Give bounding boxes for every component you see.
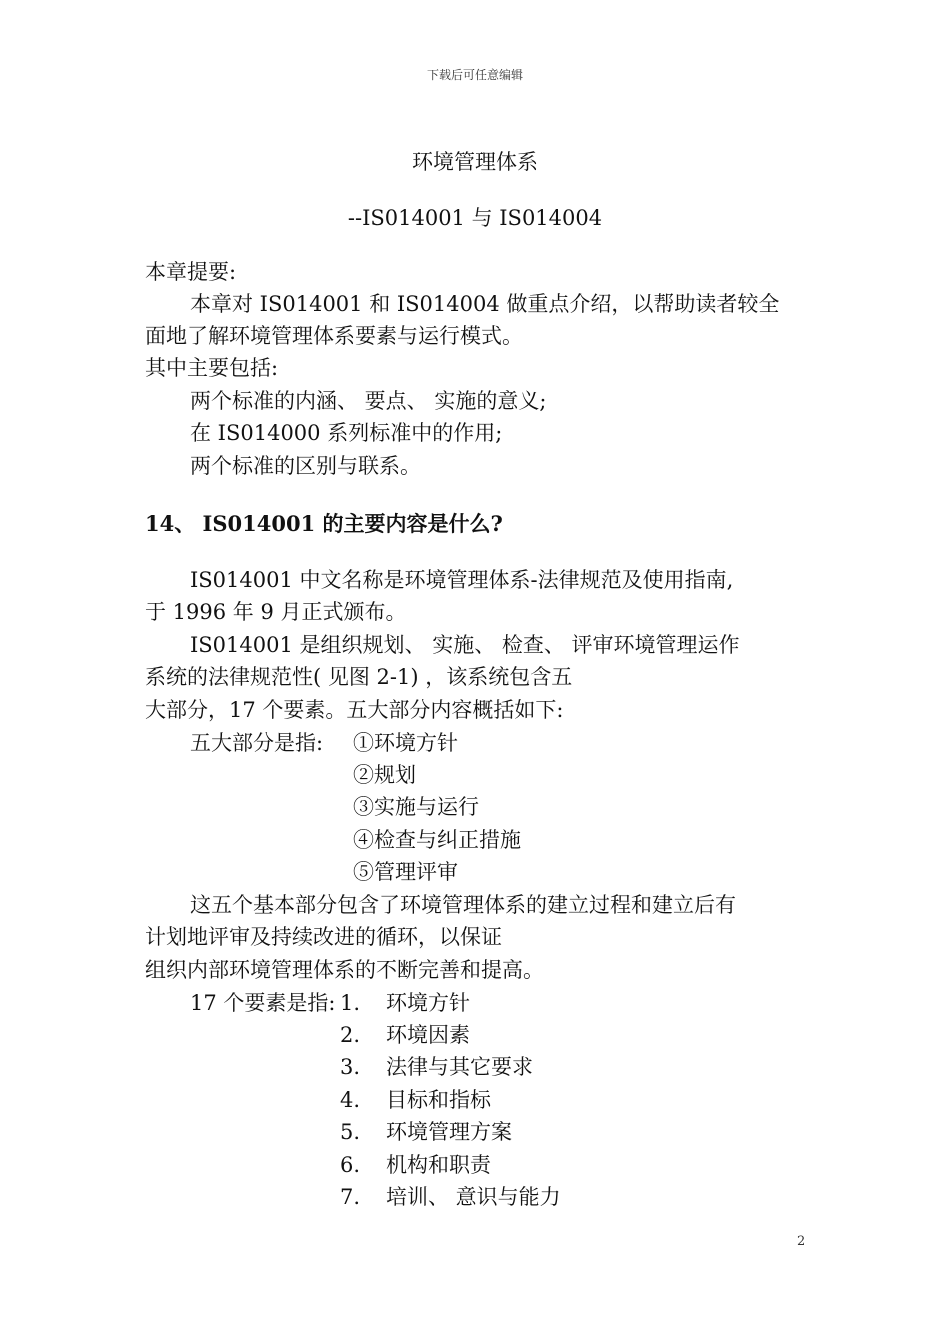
element-number: 4. — [340, 1088, 361, 1112]
element-number: 2. — [340, 1023, 361, 1047]
paragraph-line: 系统的法律规范性( 见图 2-1) ，该系统包含五 — [145, 665, 573, 689]
summary-includes: 其中主要包括: — [145, 356, 279, 380]
element-item — [340, 1116, 512, 1146]
element-text: 目标和指标 — [386, 1088, 491, 1112]
element-item — [340, 1051, 533, 1081]
element-text: 机构和职责 — [386, 1153, 491, 1177]
element-text: 环境因素 — [386, 1023, 470, 1047]
paragraph-line: 计划地评审及持续改进的循环，以保证 — [145, 925, 502, 949]
element-item — [340, 1149, 491, 1179]
element-number: 6. — [340, 1153, 361, 1177]
five-parts-item: ②规划 — [353, 763, 416, 787]
paragraph-line: 大部分，17 个要素。五大部分内容概括如下: — [145, 698, 564, 722]
five-parts-item: ①环境方针 — [353, 731, 458, 755]
element-number: 3. — [340, 1055, 361, 1079]
paragraph-line: 于 1996 年 9 月正式颁布。 — [145, 600, 407, 624]
section-heading: 14、 IS014001 的主要内容是什么? — [145, 511, 503, 536]
paragraph-line: IS014001 是组织规划、 实施、 检查、 评审环境管理运作 — [190, 633, 740, 657]
five-parts-label: 五大部分是指: — [190, 731, 324, 755]
element-number: 5. — [340, 1120, 361, 1144]
element-item — [340, 1084, 491, 1114]
five-parts-item: ③实施与运行 — [353, 795, 479, 819]
document-title: 环境管理体系 — [412, 150, 538, 174]
paragraph-line: 这五个基本部分包含了环境管理体系的建立过程和建立后有 — [190, 893, 736, 917]
element-text: 法律与其它要求 — [386, 1055, 533, 1079]
summary-para-line-1: 本章对 IS014001 和 IS014004 做重点介绍，以帮助读者较全 — [190, 292, 780, 316]
page-number: 2 — [797, 1234, 806, 1249]
page-header-note: 下载后可任意编辑 — [426, 68, 523, 82]
paragraph-line: 组织内部环境管理体系的不断完善和提高。 — [145, 958, 544, 982]
element-number: 7. — [340, 1185, 361, 1209]
summary-heading: 本章提要: — [145, 260, 237, 284]
element-text: 培训、 意识与能力 — [386, 1185, 561, 1209]
element-text: 环境方针 — [386, 991, 470, 1015]
document-subtitle: --IS014001 与 IS014004 — [347, 206, 603, 230]
element-number: 1. — [340, 991, 361, 1015]
element-item — [340, 1019, 470, 1049]
paragraph-line: IS014001 中文名称是环境管理体系-法律规范及使用指南, — [190, 568, 734, 592]
elements-label: 17 个要素是指: — [190, 991, 336, 1015]
summary-item: 在 IS014000 系列标准中的作用; — [190, 421, 503, 445]
summary-item: 两个标准的区别与联系。 — [190, 454, 421, 478]
five-parts-item: ④检查与纠正措施 — [353, 828, 521, 852]
element-text: 环境管理方案 — [386, 1120, 512, 1144]
summary-para-line-2: 面地了解环境管理体系要素与运行模式。 — [145, 324, 523, 348]
element-item — [340, 987, 470, 1017]
five-parts-item: ⑤管理评审 — [353, 860, 458, 884]
summary-item: 两个标准的内涵、 要点、 实施的意义; — [190, 389, 547, 413]
element-item — [340, 1181, 561, 1211]
